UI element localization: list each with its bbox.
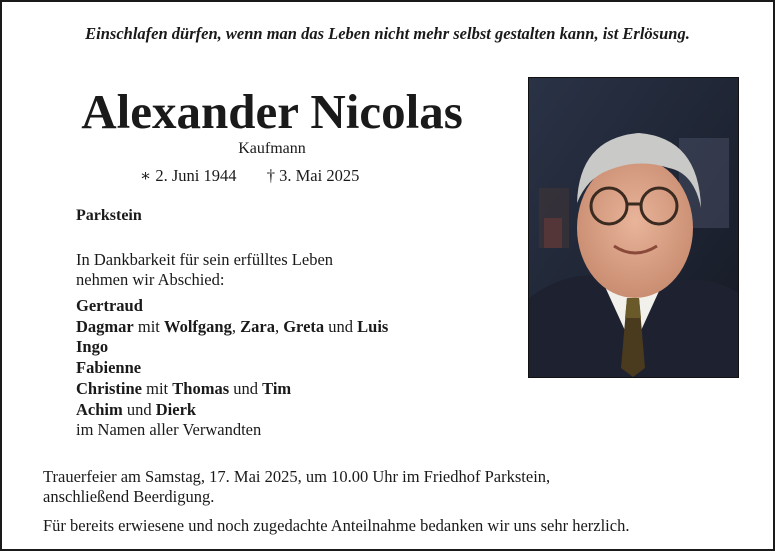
place-name: Parkstein	[76, 207, 142, 224]
mourner-name: Thomas	[172, 378, 230, 398]
mourner-name: Wolfgang	[164, 316, 232, 336]
portrait-photo	[528, 77, 739, 378]
relatives-line: im Namen aller Verwandten	[76, 420, 262, 440]
intro-line-2: nehmen wir Abschied:	[76, 270, 225, 289]
mourner-name: Achim	[76, 399, 123, 419]
connector-text: und	[122, 399, 156, 419]
mourner-name: Tim	[262, 378, 292, 398]
mourner-name: Ingo	[76, 337, 109, 357]
mourner-name: Christine	[76, 378, 142, 398]
birth-symbol: ∗	[140, 166, 152, 185]
motto-quote: Einschlafen dürfen, wenn man das Leben nicht mehr selbst gestalten kann, ist Erlösung.	[85, 24, 690, 43]
mourner-line	[76, 296, 388, 317]
service-line-1: Trauerfeier am Samstag, 17. Mai 2025, um 10.00 Uhr im Friedhof Parkstein,	[43, 467, 551, 486]
mourner-name: Zara	[240, 316, 275, 336]
deceased-name: Alexander Nicolas	[81, 84, 463, 139]
mourner-name: Gertraud	[76, 296, 143, 315]
mourner-name: Fabienne	[76, 358, 142, 378]
connector-text: ,	[274, 316, 284, 336]
mourner-line	[76, 337, 388, 358]
life-dates	[140, 166, 359, 186]
farewell-intro	[76, 250, 333, 290]
connector-text: und	[229, 378, 263, 398]
death-date: 3. Mai 2025	[279, 166, 360, 185]
mourner-name: Dierk	[155, 399, 197, 419]
mourner-line	[76, 358, 388, 379]
mourner-name: Dagmar	[76, 316, 134, 336]
service-line-2: anschließend Beerdigung.	[43, 487, 215, 506]
mourner-line	[76, 400, 388, 421]
mourner-name: Luis	[357, 316, 389, 336]
mourner-name: Greta	[283, 316, 325, 336]
connector-text: mit	[133, 316, 164, 336]
mourner-line	[76, 317, 388, 338]
thanks-line: Für bereits erwiesene und noch zugedachte Anteilnahme bedanken wir uns sehr herzlich.	[43, 516, 630, 535]
mourner-line	[76, 379, 388, 400]
connector-text: und	[324, 316, 358, 336]
birth-date: 2. Juni 1944	[155, 166, 237, 185]
mourners-list	[76, 296, 388, 441]
deceased-occupation: Kaufmann	[238, 140, 306, 157]
death-symbol: †	[266, 166, 275, 185]
connector-text: mit	[142, 378, 173, 398]
intro-line-1: In Dankbarkeit für sein erfülltes Leben	[76, 250, 334, 269]
funeral-info	[43, 467, 550, 507]
connector-text: ,	[231, 316, 241, 336]
